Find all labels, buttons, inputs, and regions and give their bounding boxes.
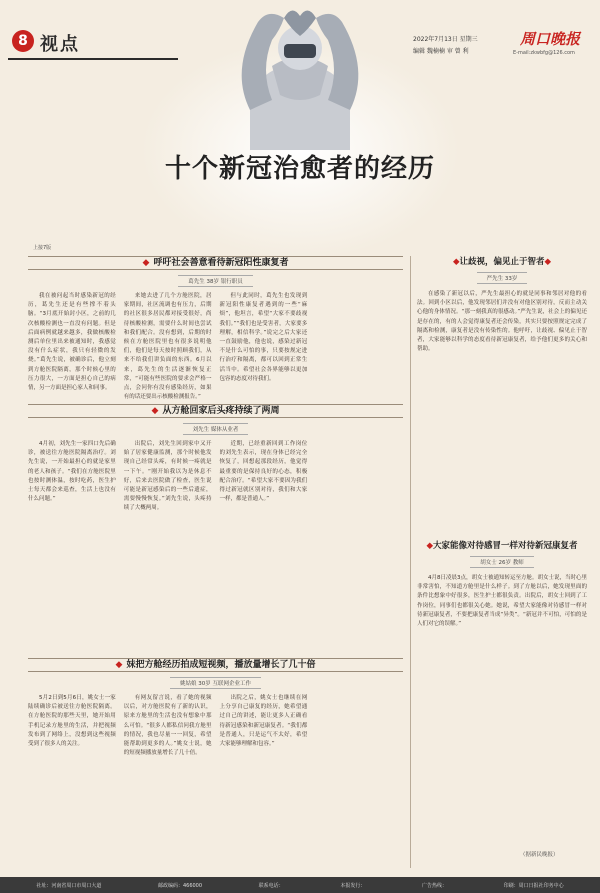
medical-worker-heart-hands-image	[210, 0, 390, 150]
article-column	[315, 292, 403, 384]
sidebar-article-byline: 胡女士 26岁 教师	[417, 556, 587, 568]
sidebar-article-title: ◆大家能像对待感冒一样对待新冠康复者	[426, 541, 578, 551]
article-block-3	[28, 658, 403, 868]
article-byline: 葛先生 38岁 银行职员	[28, 275, 403, 287]
article-column	[315, 440, 403, 624]
article-column: 出院之后，姚女士也继续在网上分享自己康复的经历，她希望通过自己的讲述，能让更多人正确看待新冠感染和新冠康复者。“我们都是普通人，只是运气不太好，希望大家能够理解和包容。”	[219, 695, 308, 748]
footer-item: 印刷：周口日报社印务中心	[503, 882, 564, 889]
article-column: 来她去进了几个方舱医院，居家期间，社区流调也有压力，后期的社区很多居民都对接受很好，尚待核酸检测，需要什么时间也尝试和我们配合。没有想到，后期的时候在方舱医院里也有很多说明他们，他们是每天按时照顾我们，从来不给我们讲负面的东西。6月以来，葛先生的生活逐渐恢复正常，“可能有些医院的要求会严格一点，会问你有没有感染经历，如果有的话还要出示核酸检测报告。”	[123, 293, 212, 401]
masthead	[8, 28, 592, 68]
article-block-2	[28, 404, 403, 624]
masthead-divider	[8, 58, 178, 60]
article-column: 近期，已经重新回到工作岗位的刘先生表示，现在身体已经完全恢复了，回想起那段经历，他觉得最重要的是保持良好的心态，积极配合治疗。“希望大家不要因为我们得过新冠就区别对待，我们和大家一样，都是普通人。”	[219, 441, 308, 503]
article-column: 4月初，刘先生一家四口先后确诊，被送往方舱医院隔离治疗。刘先生说，一开始最担心的就是家里的老人和孩子。“我们在方舱医院里也按时测体温，按时吃药，医生护士每天都会来巡查，生活上也没有什么问题。”	[28, 441, 116, 503]
page-headline: 十个新冠治愈者的经历	[164, 154, 435, 184]
page-footer	[0, 877, 600, 893]
article-column	[315, 694, 403, 868]
sidebar-article-2	[417, 540, 587, 840]
article-byline: 刘先生 媒体从业者	[28, 423, 403, 435]
article-title: ◆ 呼吁社会善意看待新冠阳性康复者	[28, 256, 403, 270]
article-columns	[28, 292, 403, 401]
sidebar-article-byline: 严先生 33岁	[417, 272, 587, 284]
sidebar-article-body: 在感染了新冠以后，严先生最担心的就是同事和邻居对他的看法。回到小区以后，他发现邻居们并没有对他区别对待，反而主动关心他的身体情况。“那一刻我真的很感动。”严先生说，社会上的偏见还是存在的，有的人会觉得康复者还会传染，其实只要按照规定完成了隔离和检测，康复者是没有传染性的。他呼吁，让歧视、偏见止于智者，大家能够以科学的态度看待新冠康复者，给予他们更多的关心和帮助。	[417, 291, 587, 353]
contact-email: E-mail:zkwbfg@126.com	[513, 50, 575, 56]
footer-item: 广告热线：	[421, 882, 447, 889]
sidebar-article-1	[417, 256, 587, 518]
sidebar-article-title: ◆让歧视，偏见止于智者◆	[452, 257, 552, 267]
article-column: 但与此同时，葛先生也发现到新冠阳性康复者遇到的一些“麻烦”，他坦言，希望“大家不要歧视我们。”“我们也是受害者，大家要多理解，相信科学。”说完之后大家还一直鼓励他，他也说，感染过新冠不是什么可怕的事，只要按规定进行治疗和隔离，都可以回到正常生活当中。希望社会各界能够以更加包容的态度对待我们。	[219, 293, 308, 382]
footer-item: 联系电话：	[258, 882, 284, 889]
article-columns	[28, 694, 403, 868]
article-title: ◆ 从方舱回家后头疼持续了两周	[28, 404, 403, 418]
column-divider	[410, 256, 411, 868]
sidebar-article-body: 4月8日凌晨3点，胡女士被通知转运至方舱。胡女士说，当时心里非常害怕，不知道方舱里是什么样子。到了方舱以后，她发现里面的条件比想象中好很多，医生护士都很负责。出院后，胡女士回到了工作岗位，同事们也都很关心她。她说，希望大家能像对待感冒一样对待新冠康复者，不要把康复者当成“异类”。“新冠并不可怕，可怕的是人们对它的误解。”	[417, 575, 587, 628]
article-block-1	[28, 256, 403, 401]
footer-item: 社址：河南省周口市周口大道	[36, 882, 102, 889]
article-byline: 姚姑娘 30岁 互联网企业工作	[28, 677, 403, 689]
article-title: ◆ 妹把方舱经历拍成短视频，播放量增长了几十倍	[28, 658, 403, 672]
continued-from-note: 上接7版	[33, 245, 52, 251]
footer-item: 邮政编码：466000	[157, 882, 203, 889]
editor-credits: 编辑 魏楠楠 审 曾 利	[413, 48, 469, 55]
section-title: 视点	[40, 34, 80, 55]
article-column: 出院后，刘先生回到家中又开始了居家健康监测，那个时候他发现自己经常头疼，有时候一疼就是一下午。“刚开始我以为是休息不好，后来去医院做了检查，医生说可能是新冠感染后的一些后遗症，需要慢慢恢复。”刘先生说，头疼持续了大概两周。	[123, 441, 212, 512]
source-credit: （据新民晚报）	[520, 852, 559, 858]
article-column: 我在被问起当时感染新冠的经历，葛先生还是有些撑不着头脑。“3月底开始封小区，之前的几次核酸检测也一直没有问题。但是后面病例就越来越多，我做核酸检测后单位里出来被通知时，我感觉没有什么症状，我只有轻微的发烧。”葛先生说，被确诊后，他立刻到方舱医院隔离，那个时候心里的压力很大，一方面是担心自己的病情，另一方面是担心家人和同事。	[28, 293, 116, 392]
page-number-badge: 8	[12, 30, 34, 52]
footer-item: 本报发行：	[340, 882, 366, 889]
article-column: 5月2日到5月6日，姚女士一家陆续确诊后被送往方舱医院隔离。在方舱医院的那些天里，她开始用手机记录方舱里的生活，并把视频发布到了网络上，没想到这些视频受到了很多人的关注。	[28, 695, 116, 748]
issue-date: 2022年7月13日 星期三	[413, 36, 478, 43]
article-column: 有网友留言说，看了她的视频以后，对方舱医院有了新的认识，原来方舱里的生活也没有想象中那么可怕。“很多人都私信问我方舱里的情况，我也尽量一一回复，希望能帮助到更多的人。”姚女士说，她的短视频播放量增长了几十倍。	[123, 695, 212, 757]
newspaper-logo: 周口晚报	[520, 30, 581, 48]
article-columns	[28, 440, 403, 624]
